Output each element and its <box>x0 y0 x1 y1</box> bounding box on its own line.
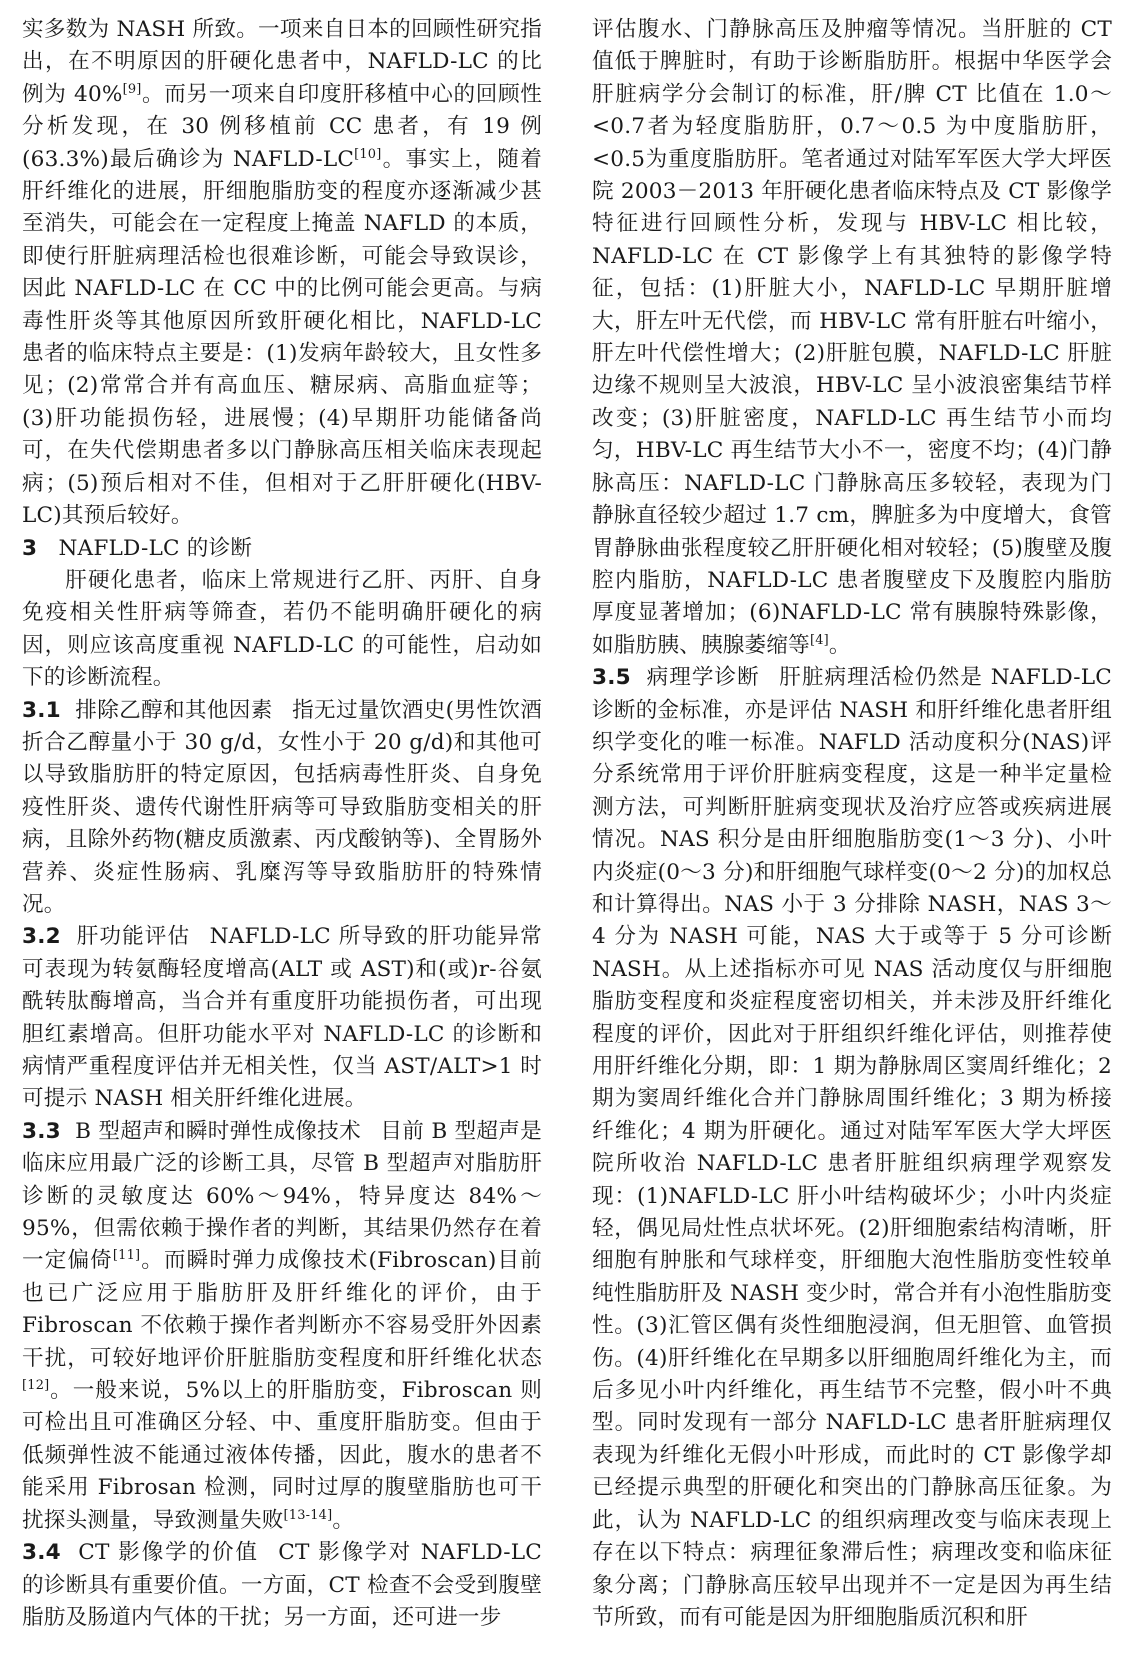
section-3-3-text-4: 。 <box>332 1507 355 1533</box>
section-3-1-text: 指无过量饮酒史(男性饮酒折合乙醇量小于 30 g/d，女性小于 20 g/d)和其他可以导致脂肪肝的特定原因，包括病毒性肝炎、自身免疫性肝炎、遗传代谢性肝病等可导致脂肪变相关的肝病，且除外药物(糖皮质激素、丙戊酸钠等)、全胃肠外营养、炎症性肠病、乳糜泻等导致脂肪肝的特殊情况。 <box>22 697 542 917</box>
left-column <box>22 14 542 1634</box>
section-3-4-title: CT 影像学的价值 <box>78 1540 259 1566</box>
citation-13-14[interactable]: [13-14] <box>283 1507 333 1523</box>
citation-9[interactable]: [9] <box>122 81 142 97</box>
citation-4[interactable]: [4] <box>809 632 829 648</box>
section-3-3-text-2: 。而瞬时弹力成像技术(Fibroscan)目前也已广泛应用于脂肪肝及肝纤维化的评价，由于 Fibroscan 不依赖于操作者判断亦不容易受肝外因素干扰，可较好地评价肝脏脂肪变程度和肝纤维化状态 <box>22 1248 542 1371</box>
section-3-3-paragraph <box>22 1116 542 1537</box>
section-3-2-number: 3.2 <box>22 924 61 950</box>
section-3-5-number: 3.5 <box>592 665 631 691</box>
section-3-1-title: 排除乙醇和其他因素 <box>75 697 273 723</box>
section-3-4-text: CT 影像学对 NAFLD-LC 的诊断具有重要价值。一方面，CT 检查不会受到腹壁脂肪及肠道内气体的干扰；另一方面，还可进一步 <box>22 1540 542 1630</box>
section-3-2-title: 肝功能评估 <box>76 924 191 950</box>
intro-text-3: 。事实上，随着肝纤维化的进展，肝细胞脂肪变的程度亦逐渐减少甚至消失，可能会在一定程度上掩盖 NAFLD 的本质，即使行肝脏病理活检也很难诊断，可能会导致误诊，因此 NAFLD-LC 在 CC 中的比例可能会更高。与病毒性肝炎等其他原因所致肝硬化相比，NAFLD-LC 患者的临床特点主要是：(1)发病年龄较大，且女性多见；(2)常常合并有高血压、糖尿病、高脂血症等；(3)肝功能损伤轻，进展慢；(4)早期肝功能储备尚可，在失代偿期患者多以门静脉高压相关临床表现起病；(5)预后相对不佳，但相对于乙肝肝硬化(HBV-LC)其预后较好。 <box>22 146 542 529</box>
section-3-3-text-3: 。一般来说，5%以上的肝脂肪变，Fibroscan 则可检出且可准确区分轻、中、重度肝脂肪变。但由于低频弹性波不能通过液体传播，因此，腹水的患者不能采用 Fibrosan 检测，同时过厚的腹壁脂肪也可干扰探头测量，导致测量失败 <box>22 1378 542 1533</box>
citation-11[interactable]: [11] <box>112 1248 141 1264</box>
section-3-3-text-1: 目前 B 型超声是临床应用最广泛的诊断工具，尽管 B 型超声对脂肪肝诊断的灵敏度达 60%～94%，特异度达 84%～95%，但需依赖于操作者的判断，其结果仍然存在着一定偏倚 <box>22 1118 542 1274</box>
section-3-title: NAFLD-LC 的诊断 <box>58 535 253 561</box>
section-3-4-paragraph <box>22 1537 542 1634</box>
section-3-5-paragraph <box>592 662 1112 1634</box>
intro-paragraph <box>22 14 542 533</box>
ct-text-1: 评估腹水、门静脉高压及肿瘤等情况。当肝脏的 CT 值低于脾脏时，有助于诊断脂肪肝。根据中华医学会肝脏病学分会制订的标准，肝/脾 CT 比值在 1.0～<0.7者为轻度脂肪肝，0.7～0.5 为中度脂肪肝，<0.5为重度脂肪肝。笔者通过对陆军军医大学大坪医院 2003－2013 年肝硬化患者临床特点及 CT 影像学特征进行回顾性分析，发现与 HBV-LC 相比较，NAFLD-LC 在 CT 影像学上有其独特的影像学特征，包括：(1)肝脏大小，NAFLD-LC 早期肝脏增大，肝左叶无代偿，而 HBV-LC 常有肝脏右叶缩小，肝左叶代偿性增大；(2)肝脏包膜，NAFLD-LC 肝脏边缘不规则呈大波浪，HBV-LC 呈小波浪密集结节样改变；(3)肝脏密度，NAFLD-LC 再生结节小而均匀，HBV-LC 再生结节大小不一，密度不均；(4)门静脉高压：NAFLD-LC 门静脉高压多较轻，表现为门静脉直径较少超过 1.7 cm，脾脏多为中度增大，食管胃静脉曲张程度较乙肝肝硬化相对较轻；(5)腹壁及腹腔内脂肪，NAFLD-LC 患者腹壁皮下及腹腔内脂肪厚度显著增加；(6)NAFLD-LC 常有胰腺特殊影像，如脂肪胰、胰腺萎缩等 <box>592 17 1112 658</box>
right-column <box>592 14 1112 1634</box>
section-3-number: 3 <box>22 535 38 561</box>
section-3-heading <box>22 533 542 565</box>
ct-continuation-paragraph <box>592 14 1112 662</box>
section-3-2-paragraph <box>22 921 542 1115</box>
section-3-3-title: B 型超声和瞬时弹性成像技术 <box>75 1118 361 1144</box>
citation-12[interactable]: [12] <box>22 1377 50 1393</box>
section-3-5-text: 肝脏病理活检仍然是 NAFLD-LC 诊断的金标准，亦是评估 NASH 和肝纤维化患者肝组织学变化的唯一标准。NAFLD 活动度积分(NAS)评分系统常用于评价肝脏病变程度，这是一种半定量检测方法，可判断肝脏病变现状及治疗应答或疾病进展情况。NAS 积分是由肝细胞脂肪变(1～3 分)、小叶内炎症(0～3 分)和肝细胞气球样变(0～2 分)的加权总和计算得出。NAS 小于 3 分排除 NASH，NAS 3～4 分为 NASH 可能，NAS 大于或等于 5 分可诊断 NASH。从上述指标亦可见 NAS 活动度仅与肝细胞脂肪变程度和炎症程度密切相关，并未涉及肝纤维化程度的评价，因此对于肝组织纤维化评估，则推荐使用肝纤维化分期，即：1 期为静脉周区窦周纤维化；2 期为窦周纤维化合并门静脉周围纤维化；3 期为桥接纤维化；4 期为肝硬化。通过对陆军军医大学大坪医院所收治 NAFLD-LC 患者肝脏组织病理学观察发现：(1)NAFLD-LC 肝小叶结构破坏少；小叶内炎症轻，偶见局灶性点状坏死。(2)肝细胞索结构清晰，肝细胞有肿胀和气球样变，肝细胞大泡性脂肪变性较单纯性脂肪肝及 NASH 变少时，常合并有小泡性脂肪变性。(3)汇管区偶有炎性细胞浸润，但无胆管、血管损伤。(4)肝纤维化在早期多以肝细胞周纤维化为主，而后多见小叶内纤维化，再生结节不完整，假小叶不典型。同时发现有一部分 NAFLD-LC 患者肝脏病理仅表现为纤维化无假小叶形成，而此时的 CT 影像学却已经提示典型的肝硬化和突出的门静脉高压征象。为此，认为 NAFLD-LC 的组织病理改变与临床表现上存在以下特点：病理征象滞后性；病理改变和临床征象分离；门静脉高压较早出现并不一定是因为再生结节所致，而有可能是因为肝细胞脂质沉积和肝 <box>592 665 1112 1630</box>
intro-text-1: 实多数为 NASH 所致。一项来自日本的回顾性研究指出，在不明原因的肝硬化患者中，NAFLD-LC 的比例为 40% <box>22 17 542 107</box>
section-3-2-text: NAFLD-LC 所导致的肝功能异常可表现为转氨酶轻度增高(ALT 或 AST)和(或)r-谷氨酰转肽酶增高，当合并有重度肝功能损伤者，可出现胆红素增高。但肝功能水平对 NAFLD-LC 的诊断和病情严重程度评估并无相关性，仅当 AST/ALT>1 时可提示 NASH 相关肝纤维化进展。 <box>22 924 542 1112</box>
citation-10[interactable]: [10] <box>354 146 382 162</box>
section-3-paragraph: 肝硬化患者，临床上常规进行乙肝、丙肝、自身免疫相关性肝病等筛查，若仍不能明确肝硬化的病因，则应该高度重视 NAFLD-LC 的可能性，启动如下的诊断流程。 <box>22 567 542 691</box>
section-3-4-number: 3.4 <box>22 1540 61 1566</box>
intro-text-2: 。而另一项来自印度肝移植中心的回顾性分析发现，在 30 例移植前 CC 患者，有 19 例(63.3%)最后确诊为 NAFLD-LC <box>22 81 542 172</box>
section-3-3-number: 3.3 <box>22 1118 61 1144</box>
section-3-5-title: 病理学诊断 <box>646 665 760 691</box>
ct-text-2: 。 <box>828 632 851 658</box>
section-3-1-number: 3.1 <box>22 697 61 723</box>
section-3-1-paragraph <box>22 695 542 922</box>
